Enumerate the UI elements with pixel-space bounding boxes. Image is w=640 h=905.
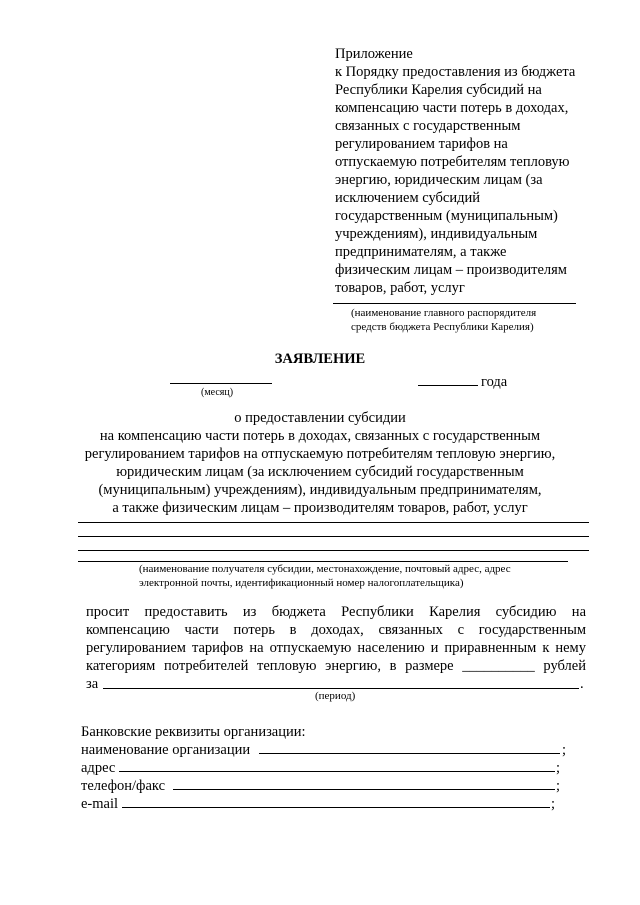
appendix-line: к Порядку предоставления из бюджета (335, 64, 576, 80)
appendix-line: государственным (муниципальным) (335, 208, 558, 224)
appendix-line: регулированием тарифов на (335, 136, 508, 152)
appendix-line: компенсацию части потерь в доходах, (335, 100, 569, 116)
document-title: ЗАЯВЛЕНИЕ (274, 351, 366, 367)
appendix-line: учреждениям), индивидуальным (335, 226, 538, 242)
request-za: за (86, 676, 99, 692)
request-line: просит предоставить из бюджета Республики Карелия субсидию на (86, 604, 586, 620)
recipient-caption: (наименование главного распорядителя (351, 307, 537, 319)
request-line: регулированием тарифов на отпускаемую населению и приравненным к нему (86, 640, 586, 656)
month-fill-line[interactable] (170, 383, 272, 384)
bank-field-label: адрес (81, 760, 116, 776)
subject-line: регулированием тарифов на отпускаемую потребителям тепловую энергию, (84, 446, 556, 462)
bank-field-end: ; (556, 760, 561, 776)
applicant-fill-line[interactable] (78, 522, 589, 523)
request-line: категориям потребителей тепловую энергию, в размере __________ рублей (86, 658, 586, 674)
applicant-caption: электронной почты, идентификационный номер налогоплательщика) (139, 577, 464, 589)
bank-field-label: наименование организации (81, 742, 251, 758)
bank-field-end: ; (562, 742, 567, 758)
bank-field-label: e-mail (81, 796, 119, 812)
subject-line: (муниципальным) учреждениям), индивидуальным предпринимателям, (98, 482, 542, 498)
year-word: года (481, 374, 508, 390)
appendix-line: отпускаемую потребителям тепловую (335, 154, 570, 170)
applicant-caption: (наименование получателя субсидии, местонахождение, почтовый адрес, адрес (139, 563, 511, 575)
bank-phone-fill-line[interactable] (173, 789, 555, 790)
appendix-line: физическим лицам – производителям (335, 262, 567, 278)
bank-org-name-fill-line[interactable] (259, 753, 560, 754)
subject-line: а также физическим лицам – производителям товаров, работ, услуг (112, 500, 528, 516)
appendix-line: энергию, юридическим лицам (за (335, 172, 543, 188)
period-fill-line[interactable] (103, 688, 579, 689)
appendix-line: связанных с государственным (335, 118, 521, 134)
bank-heading: Банковские реквизиты организации: (81, 724, 306, 740)
bank-field-end: ; (556, 778, 561, 794)
applicant-fill-line[interactable] (78, 536, 589, 537)
period-caption: (период) (315, 690, 356, 702)
request-end: . (580, 676, 584, 692)
appendix-line: Республики Карелия субсидий на (335, 82, 542, 98)
subject-line: о предоставлении субсидии (234, 410, 406, 426)
month-caption: (месяц) (201, 387, 234, 398)
recipient-caption: средств бюджета Республики Карелия) (351, 321, 534, 333)
year-fill-line[interactable] (418, 385, 478, 386)
request-line: компенсацию части потерь в доходах, связанных с государственным (86, 622, 586, 638)
bank-field-label: телефон/факс (81, 778, 166, 794)
bank-field-end: ; (551, 796, 556, 812)
recipient-fill-line[interactable] (333, 303, 576, 304)
applicant-fill-line[interactable] (78, 550, 589, 551)
appendix-line: товаров, работ, услуг (335, 280, 465, 296)
bank-address-fill-line[interactable] (119, 771, 555, 772)
appendix-line: предпринимателям, а также (335, 244, 507, 260)
applicant-fill-line[interactable] (78, 561, 568, 562)
subject-line: на компенсацию части потерь в доходах, связанных с государственным (99, 428, 541, 444)
appendix-line: исключением субсидий (335, 190, 481, 206)
subject-line: юридическим лицам (за исключением субсидий государственным (116, 464, 524, 480)
appendix-line: Приложение (335, 46, 413, 62)
bank-email-fill-line[interactable] (122, 807, 550, 808)
